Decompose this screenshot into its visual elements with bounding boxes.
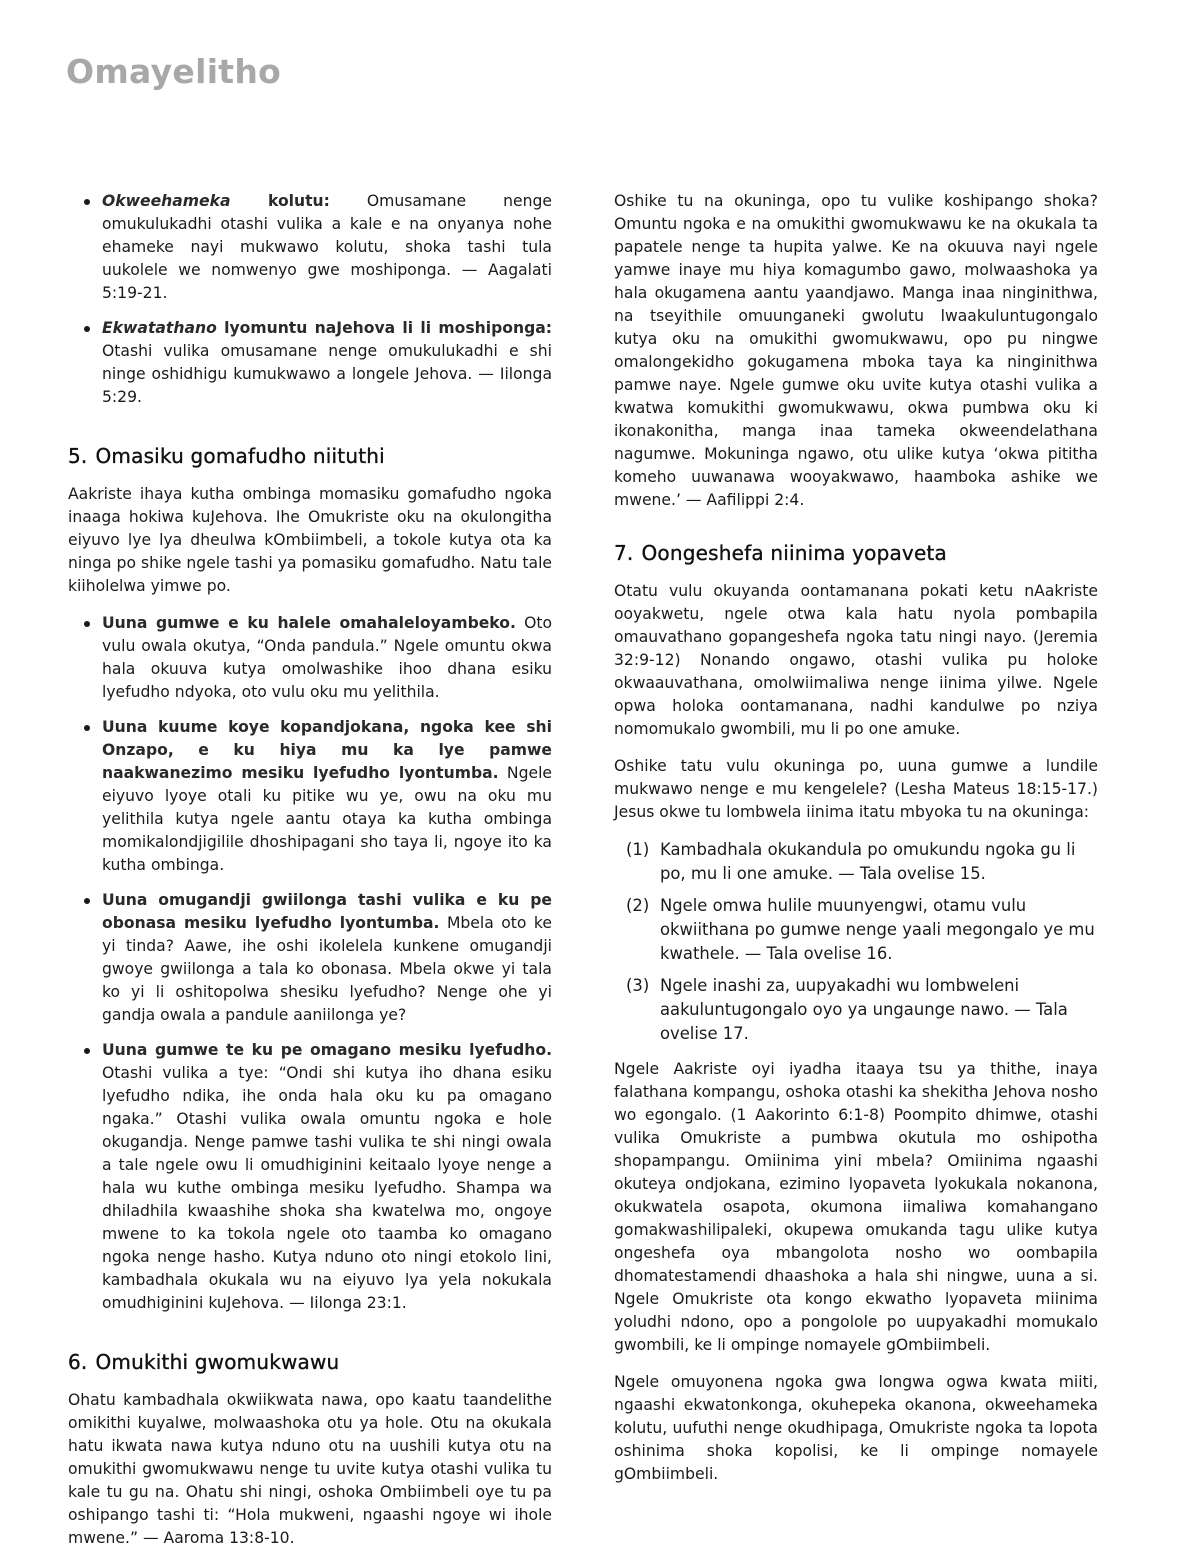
bullet-lead: Uuna kuume koye kopandjokana, ngoka kee shi Onzapo, e ku hiya mu ka lye pamwe naakwanezimo mesiku lyefudho lyontumba. (102, 718, 552, 782)
list-item (614, 974, 1098, 1046)
bullet-lead (102, 192, 330, 210)
section-6-continued-paragraph: Oshike tu na okuninga, opo tu vulike koshipango shoka? Omuntu ngoka e na omukithi gwomukwawu ke na okukala ta papatele nenge ta hupita yalwe. Ke na okuuva nayi ngele yamwe inaye mu hiya komagumbo gawo, molwaashoka ya hala okugamena aantu yaandjawo. Manga inaa ninginithwa, na tseyithile omuunganeki gwolutu lwaakuluntugongalo kutya oku na omukithi gwomukwawu, opo pu ningwe omalongekidho gokugamena mboka taya ka ninginithwa pamwe naye. Ngele gumwe oku uvite kutya otashi vulika a kwatwa komukithi gwomukwawu, okwa pumbwa oku ki ikonakonitha, manga inaa tameka okweendelathana nagumwe. Mokuninga ngawo, otu ulike kutya ‘okwa pititha komeho uuwanawa wooyakwawo, haamboka ashike we mwene.’ — Aafilippi 2:4. (614, 192, 1098, 509)
bullet-text: Otashi vulika a tye: “Ondi shi kutya iho dhana esiku lyefudho ndika, ihe onda hala oku ku pa omagano ngaka.” Otashi vulika owala omuntu ngoka e hole okugandja. Nenge pamwe tashi vulika te shi ningi owala a tale ngele owu li omudhiginini keitaalo lyoye nenge a hala wu kuthe ombinga mesiku lyefudho. Shampa wa dhiladhila kwaashihe shoka sha kwatelwa mo, ongoye mwene to ka tokola ngele oto taamba ko omagano ngoka nenge hasho. Kutya nduno oto ningi etokolo lini, kambadhala okukala wu na eiyuvo lya yela nokukala omudhiginini kuJehova. — Iilonga 23:1. (102, 1064, 552, 1312)
step-text: Kambadhala okukandula po omukundu ngoka gu li po, mu li one amuke. — Tala ovelise 15. (660, 840, 1076, 883)
section-7-paragraph-4: Ngele omuyonena ngoka gwa longwa ogwa kwata miiti, ngaashi ekwatonkonga, okuhepeka okanona, okweehameka kolutu, uufuthi nenge okudhipaga, Omukriste ngoka ta lopota oshinima shoka kopolisi, ke li ompinge nomayele gOmbiimbeli. (614, 1373, 1098, 1483)
section-number: 5. (68, 444, 88, 468)
right-column (614, 190, 1098, 1500)
section-heading-6 (68, 1349, 552, 1375)
list-item (68, 716, 552, 877)
section-7-paragraph-3: Ngele Aakriste oyi iyadha itaaya tsu ya thithe, inaya falathana kompangu, oshoka otashi ka shekitha Jehova nosho wo egongalo. (1 Aakorinto 6:1-8) Poompito dhimwe, otashi vulika Omukriste a pumbwa okutula mo oshipotha shopampangu. Omiinima yini mbela? Omiinima ngaashi okuteya ondjokana, ezimino lyopaveta lyokukala nokanona, okukwatela osapota, okumona iimaliwa komahangano gomakwashilipaleki, okupewa omukanda tagu ulike kutya ongeshefa oya mbangolota nosho wo oombapila dhomatestamendi dhaashoka a hala shi ningwe, uuna a si. Ngele Omukriste ota kongo ekwatho lyopaveta miinima yoludhi ndono, opo a pongolole po uupyakadhi momukalo gwombili, ke li ompinge nomayele gOmbiimbeli. (614, 1060, 1098, 1354)
list-item (614, 894, 1098, 966)
section-5-paragraph: Aakriste ihaya kutha ombinga momasiku gomafudho ngoka inaaga hokiwa kuJehova. Ihe Omukriste oku na okulongitha eiyuvo lye lya dheulwa kOmbiimbeli, a tokole kutya ota ka ninga po shike ngele tashi ya pomasiku gomafudho. Natu tale kiiholelwa yimwe po. (68, 485, 552, 595)
section-number: 6. (68, 1350, 88, 1374)
section-title: Oongeshefa niinima yopaveta (641, 541, 947, 565)
section-5-bullet-list (68, 612, 552, 1315)
bullet-lead: Uuna gumwe te ku pe omagano mesiku lyefudho. (102, 1041, 552, 1059)
section-title: Omasiku gomafudho niituthi (95, 444, 385, 468)
bullet-lead-rest: kolutu: (230, 192, 330, 210)
list-item (68, 1039, 552, 1315)
bullet-lead: Uuna gumwe e ku halele omahaleloyambeko. (102, 614, 516, 632)
list-item (68, 190, 552, 305)
section-heading-5 (68, 443, 552, 469)
running-head-title: Omayelitho (66, 52, 282, 91)
step-marker: (3) (626, 976, 650, 995)
left-column (68, 190, 552, 1564)
section-title: Omukithi gwomukwawu (95, 1350, 340, 1374)
bullet-lead (102, 319, 552, 337)
bullet-text: Otashi vulika omusamane nenge omukulukadhi e shi ninge oshidhigu kumukwawo a longele Jehova. — Iilonga 5:29. (102, 342, 552, 406)
list-item (68, 889, 552, 1027)
section-number: 7. (614, 541, 634, 565)
bullet-text: Oto vulu owala okutya, “Onda pandula.” Ngele omuntu okwa hala okuuva kutya omolwashike ihoo dhana esiku lyefudho ndyoka, oto vulu oku mu yelithila. (102, 614, 552, 701)
step-text: Ngele omwa hulile muunyengwi, otamu vulu okwiithana po gumwe nenge yaali megongalo ye mu kwathele. — Tala ovelise 16. (660, 896, 1095, 963)
section-7-paragraph-2: Oshike tatu vulu okuninga po, uuna gumwe a lundile mukwawo nenge e mu kengelele? (Lesha Mateus 18:15-17.) Jesus okwe tu lombwela iinima itatu mbyoka tu na okuninga: (614, 757, 1098, 821)
section-7-paragraph-1: Otatu vulu okuyanda oontamanana pokati ketu nAakriste ooyakwetu, ngele otwa kala hatu nyola pombapila omauvathano gopangeshefa ngoka tatu ningi nayo. (Jeremia 32:9-12) Nonando ongawo, otashi vulika pu holoke okwaauvathana, omolwiimaliwa nenge iinima yilwe. Ngele opwa holoka oontamanana, nadhi kandulwe po nziya nomomukalo gwombili, mu li po one amuke. (614, 582, 1098, 738)
bullet-lead-italic: Okweehameka (102, 192, 231, 210)
section-6-paragraph: Ohatu kambadhala okwiikwata nawa, opo kaatu taandelithe omikithi kuyalwe, molwaashoka otu ya hole. Otu na okukala hatu ikwata nawa kutya nduno otu na uushili kutya otu na omukithi gwomukwawu nenge tu uvite kutya otashi vulika tu kale tu gu na. Ohatu shi ningi, oshoka Ombiimbeli oye tu pa oshipango tashi ti: “Hola mukweni, ngaashi ngoye wi ihole mwene.” — Aaroma 13:8-10. (68, 1391, 552, 1547)
step-text: Ngele inashi za, uupyakadhi wu lombweleni aakuluntugongalo oyo ya ungaunge nawo. — Tala ovelise 17. (660, 976, 1068, 1043)
bullet-text: Mbela oto ke yi tinda? Aawe, ihe oshi ikolelela kunkene omugandji gwoye gwiilonga a tala ko obonasa. Mbela okwe yi tala ko yi li oshitopolwa shesiku lyefudho? Nenge ohe yi gandja owala a pandule aaniilonga ye? (102, 914, 552, 1024)
bullet-lead-italic: Ekwatathano (102, 319, 217, 337)
list-item (68, 612, 552, 704)
bullet-text: Omusamane nenge omukulukadhi otashi vulika a kale e na onyanya nohe ehameke nayi mukwawo kolutu, shoka tashi tula uukolele we nomwenyo gwe moshiponga. — Aagalati 5:19-21. (102, 192, 552, 302)
step-marker: (2) (626, 896, 650, 915)
list-item (614, 838, 1098, 886)
bullet-text: Ngele eiyuvo lyoye otali ku pitike wu ye, owu na oku mu yelithila kutya ngele aantu otaya ka kutha ombinga momikalondjigilile dhoshipagani sho taya li, ngoye ito ka kutha ombinga. (102, 764, 552, 874)
intro-bullet-list (68, 190, 552, 409)
steps-list (614, 838, 1098, 1046)
step-marker: (1) (626, 840, 650, 859)
bullet-lead: Uuna omugandji gwiilonga tashi vulika e ku pe obonasa mesiku lyefudho lyontumba. (102, 891, 552, 932)
list-item (68, 317, 552, 409)
bullet-lead-rest: lyomuntu naJehova li li moshiponga: (216, 319, 552, 337)
section-heading-7 (614, 540, 1098, 566)
